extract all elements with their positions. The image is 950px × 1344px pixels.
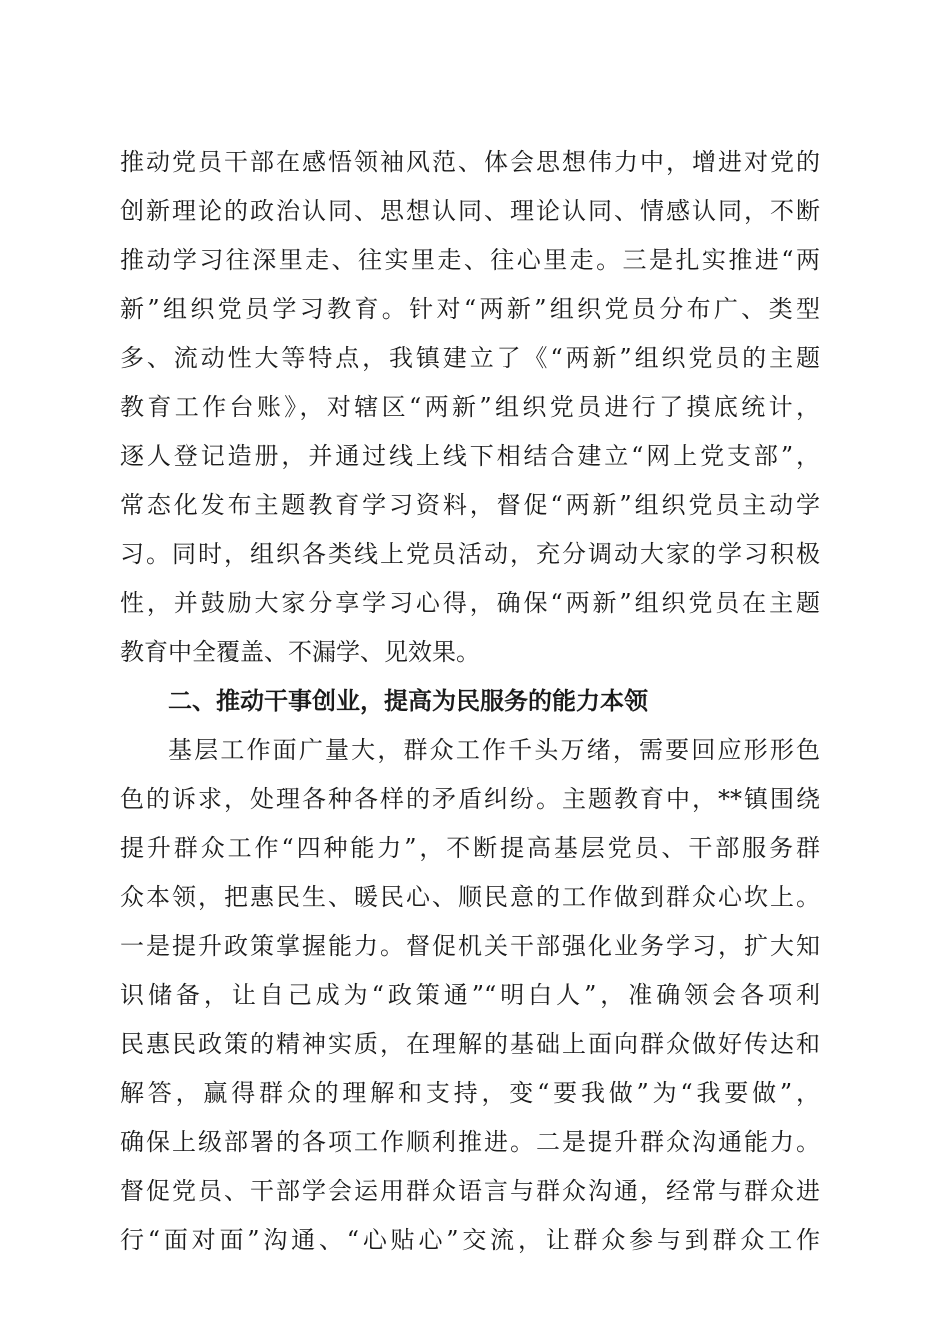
paragraph-line: 创新理论的政治认同、思想认同、理论认同、情感认同，不断 — [120, 197, 820, 225]
paragraph-line: 解答，赢得群众的理解和支持，变“要我做”为“我要做”， — [120, 1079, 820, 1107]
paragraph-line: 推动党员干部在感悟领袖风范、体会思想伟力中，增进对党的 — [120, 148, 820, 176]
paragraph-line: 确保上级部署的各项工作顺利推进。二是提升群众沟通能力。 — [120, 1128, 820, 1156]
paragraph-line: 常态化发布主题教育学习资料，督促“两新”组织党员主动学 — [120, 491, 820, 519]
paragraph-line: 提升群众工作“四种能力”，不断提高基层党员、干部服务群 — [120, 834, 820, 862]
paragraph-line: 推动学习往深里走、往实里走、往心里走。三是扎实推进“两 — [120, 246, 820, 274]
paragraph-line: 基层工作面广量大，群众工作千头万绪，需要回应形形色 — [168, 736, 820, 764]
paragraph-line: 督促党员、干部学会运用群众语言与群众沟通，经常与群众进 — [120, 1177, 820, 1205]
paragraph-line: 色的诉求，处理各种各样的矛盾纠纷。主题教育中，**镇围绕 — [120, 785, 820, 813]
paragraph-line: 教育工作台账》，对辖区“两新”组织党员进行了摸底统计， — [120, 393, 820, 421]
paragraph-line: 民惠民政策的精神实质，在理解的基础上面向群众做好传达和 — [120, 1030, 820, 1058]
section-heading: 二、推动干事创业，提高为民服务的能力本领 — [168, 687, 648, 715]
paragraph-line: 逐人登记造册，并通过线上线下相结合建立“网上党支部”， — [120, 442, 820, 470]
paragraph-line: 新”组织党员学习教育。针对“两新”组织党员分布广、类型 — [120, 295, 820, 323]
paragraph-line: 习。同时，组织各类线上党员活动，充分调动大家的学习积极 — [120, 540, 820, 568]
paragraph-line: 性，并鼓励大家分享学习心得，确保“两新”组织党员在主题 — [120, 589, 820, 617]
paragraph-line: 众本领，把惠民生、暖民心、顺民意的工作做到群众心坎上。 — [120, 883, 820, 911]
paragraph-line: 教育中全覆盖、不漏学、见效果。 — [120, 638, 480, 666]
paragraph-line: 行“面对面”沟通、“心贴心”交流，让群众参与到群众工作 — [120, 1226, 820, 1254]
paragraph-line: 识储备，让自己成为“政策通”“明白人”，准确领会各项利 — [120, 981, 820, 1009]
paragraph-line: 多、流动性大等特点，我镇建立了《“两新”组织党员的主题 — [120, 344, 820, 372]
paragraph-line: 一是提升政策掌握能力。督促机关干部强化业务学习，扩大知 — [120, 932, 820, 960]
